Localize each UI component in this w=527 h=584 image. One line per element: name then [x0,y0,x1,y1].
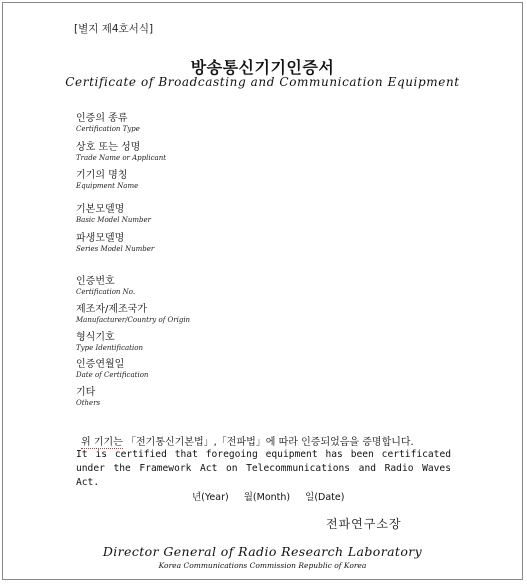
field-certification-type [76,113,140,134]
field-others [76,387,100,408]
field-label-english: Manufacturer/Country of Origin [76,316,191,324]
field-label-english: Trade Name or Applicant [76,154,167,162]
statement-english: It is certified that foregoing equipment has been certificated under the Framework Act on Telecommunications and Radio Waves Act. [76,449,451,488]
field-manufacturer [76,304,190,325]
field-date-of-certification [76,359,148,380]
date-line [192,489,356,503]
director-english: Director General of Radio Research Laboratory [102,544,423,559]
field-label-korean: 상호 또는 성명 [76,142,141,153]
date-month: 월(Month) [243,492,291,503]
field-type-identification [76,332,143,353]
field-basic-model [76,204,151,225]
field-label-english: Basic Model Number [76,216,152,224]
field-label-korean: 형식기호 [76,332,115,343]
field-series-model [76,233,154,254]
title-english: Certificate of Broadcasting and Communication Equipment [65,75,460,89]
director-korean: 전파연구소장 [326,517,402,531]
field-label-english: Certification Type [76,125,140,133]
statement-korean [81,433,414,448]
field-label-korean: 인증의 종류 [76,113,128,124]
field-trade-name [76,142,166,163]
field-label-english: Type Identification [76,344,143,352]
field-label-english: Equipment Name [76,182,139,190]
date-year: 년(Year) [192,492,229,503]
title-korean: 방송통신기기인증서 [190,58,335,77]
field-label-korean: 인증번호 [76,276,115,287]
field-label-korean: 파생모델명 [76,233,125,244]
field-label-english: Date of Certification [76,371,149,379]
statement-korean-rest: 「전기통신기본법」,「전파법」에 따라 인증되었음을 증명합니다. [122,437,414,448]
field-label-korean: 기타 [76,387,96,398]
field-label-korean: 기본모델명 [76,204,125,215]
issuer-english: Korea Communications Commission Republic of Korea [158,561,367,570]
field-certification-no [76,276,135,297]
certificate-frame [2,2,523,580]
field-label-korean: 인증연월일 [76,359,125,370]
field-label-english: Certification No. [76,288,136,296]
field-label-korean: 기기의 명칭 [76,170,128,181]
statement-korean-prefix: 위 기기는 [81,437,123,448]
field-label-korean: 제조자/제조국가 [76,304,147,315]
field-equipment-name [76,170,138,191]
form-number: [별지 제4호서식] [74,23,154,35]
field-label-english: Series Model Number [76,245,155,253]
field-label-english: Others [76,399,101,407]
date-day: 일(Date) [305,492,345,503]
